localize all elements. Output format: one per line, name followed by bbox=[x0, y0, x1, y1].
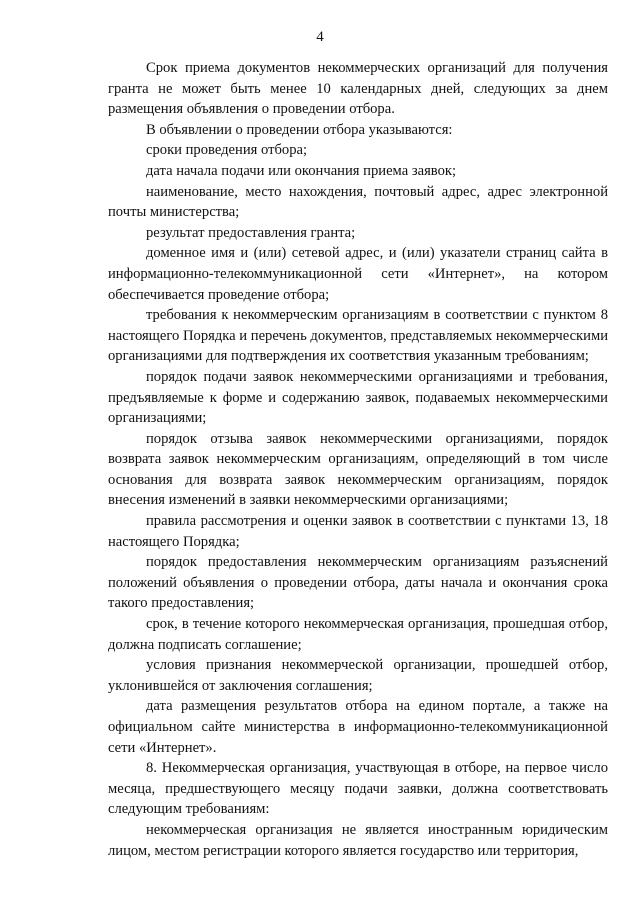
paragraph-announcement-intro: В объявлении о проведении отбора указываются: bbox=[146, 121, 453, 138]
paragraph-agreement-deadline: срок, в течение которого некоммерческая организация, прошедшая отбор, должна подписать соглашение; bbox=[108, 616, 608, 653]
document-body bbox=[108, 58, 608, 861]
paragraph-section-8: 8. Некоммерческая организация, участвующая в отборе, на первое число месяца, предшествующего месяцу подачи заявки, должна соответствовать следующим требованиям: bbox=[108, 760, 608, 818]
paragraph-grant-result: результат предоставления гранта; bbox=[146, 224, 356, 241]
paragraph-evasion-conditions: условия признания некоммерческой организации, прошедшей отбор, уклонившейся от заключения соглашения; bbox=[108, 657, 608, 694]
paragraph-selection-period: сроки проведения отбора; bbox=[146, 142, 308, 159]
paragraph-website-address: доменное имя и (или) сетевой адрес, и (или) указатели страниц сайта в информационно-телекоммуникационной сети «Интернет», на котором обеспечивается проведение отбора; bbox=[108, 245, 608, 303]
paragraph-application-procedure: порядок подачи заявок некоммерческими организациями и требования, предъявляемые к форме и содержанию заявок, подаваемых некоммерческими организациями; bbox=[108, 368, 608, 427]
paragraph-application-deadline: Срок приема документов некоммерческих организаций для получения гранта не может быть менее 10 календарных дней, следующих за днем размещения объявления о проведении отбора. bbox=[108, 60, 608, 118]
paragraph-application-dates: дата начала подачи или окончания приема заявок; bbox=[146, 162, 457, 179]
paragraph-organization-requirements: требования к некоммерческим организациям в соответствии с пунктом 8 настоящего Порядка и перечень документов, представляемых некоммерческими организациями для подтверждения их соответствия указанным требованиям; bbox=[108, 307, 608, 365]
paragraph-withdrawal-procedure: порядок отзыва заявок некоммерческими организациями, порядок возврата заявок некоммерческим организациям, определяющий в том числе основания для возврата заявок некоммерческим организациям, порядок внесения изменений в заявки некоммерческими организациями; bbox=[108, 430, 608, 509]
paragraph-ministry-contacts: наименование, место нахождения, почтовый адрес, адрес электронной почты министерства; bbox=[108, 183, 608, 221]
paragraph-foreign-entity-requirement: некоммерческая организация не является иностранным юридическим лицом, местом регистрации которого является государство или территория, bbox=[108, 821, 608, 859]
page-number: 4 bbox=[316, 29, 324, 45]
paragraph-results-publication: дата размещения результатов отбора на едином портале, а также на официальном сайте министерства в информационно-телекоммуникационной сети «Интернет». bbox=[108, 698, 608, 756]
paragraph-evaluation-rules: правила рассмотрения и оценки заявок в соответствии с пунктами 13, 18 настоящего Порядка; bbox=[108, 513, 608, 550]
paragraph-clarification-procedure: порядок предоставления некоммерческим организациям разъяснений положений объявления о проведении отбора, даты начала и окончания срока такого предоставления; bbox=[108, 554, 608, 612]
